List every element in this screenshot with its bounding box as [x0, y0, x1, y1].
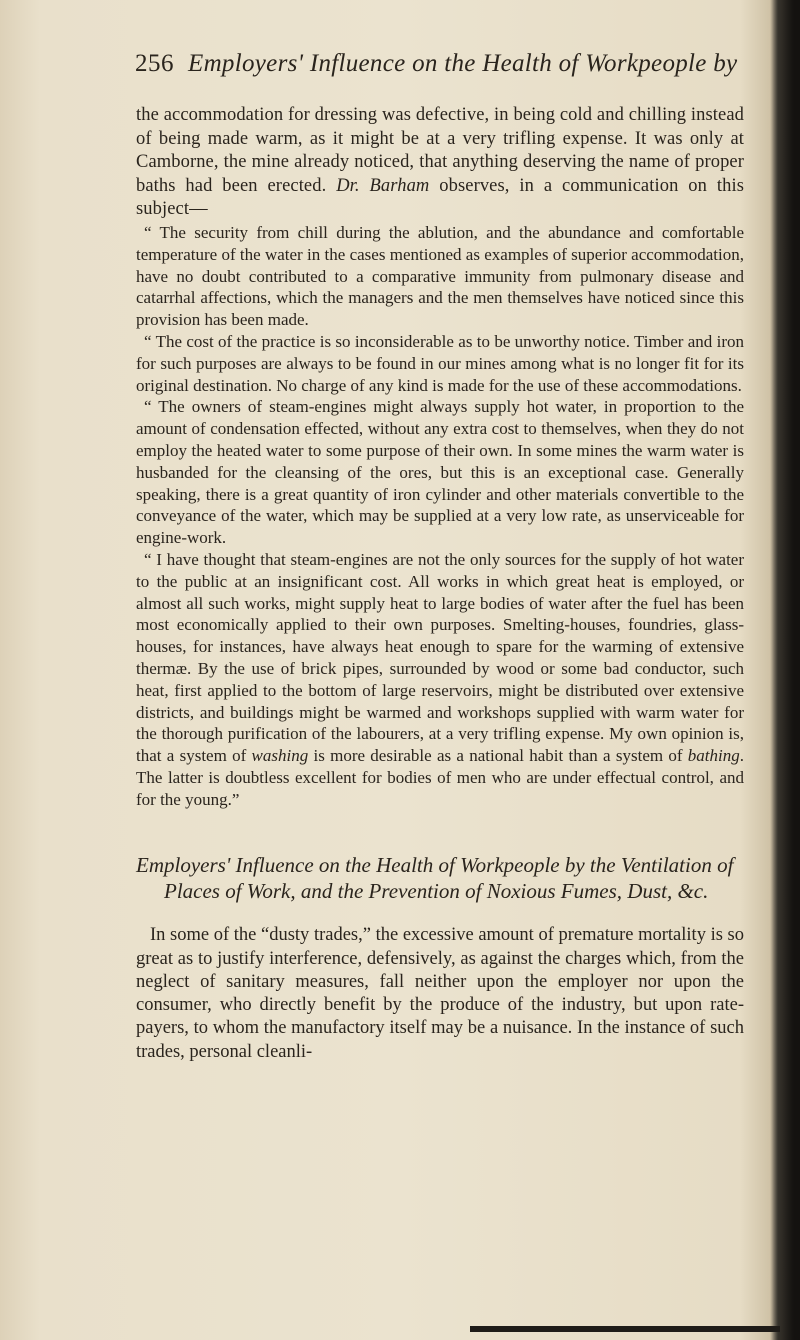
book-spine-shadow — [772, 0, 800, 1340]
page-edge-shadow — [470, 1326, 780, 1332]
page-number: 256 — [135, 50, 174, 77]
quote-paragraph-2: “ The cost of the practice is so inconsiderable as to be unworthy notice. Timber and iron for such purposes are always to be found in our mines among what is no longer fit for its original destination. No charge of any kind is made for the use of these accommodations. — [136, 331, 744, 395]
section-heading: Employers' Influence on the Health of Workpeople by the Ventilation of Places of Work, and the Prevention of Noxious Fumes, Dust, &c. — [136, 853, 734, 904]
page-text — [136, 104, 744, 1064]
emphasis-bathing: bathing — [687, 746, 740, 766]
quote-paragraph-4-text: “ I have thought that steam-engines are not the only sources for the supply of hot water to the public at an insignificant cost. All works in which great heat is employed, or almost all such works, might supply heat to large bodies of water after the fuel has been most economically applied to their own purposes. Smelting-houses, foundries, glass-houses, for instances, have always heat enough to spare for the warming of extensive thermæ. By the use of brick pipes, surrounded by wood or some bad conductor, such heat, first applied to the bottom of large reservoirs, might be distributed over extensive districts, and buildings might be warmed and workshops supplied with warm water for the thorough purification of the labourers, at a very trifling expense. My own opinion is, that a system of — [136, 549, 744, 766]
quote-paragraph-4-tail: . The latter is doubtless excellent for bodies of men who are under effectual control, and for the young.” — [136, 746, 744, 809]
paragraph-dusty-trades: In some of the “dusty trades,” the excessive amount of premature mortality is so great as to justify interference, defensively, as against the charges which, from the neglect of sanitary measures, fall neither upon the employer nor upon the consumer, who directly benefit by the produce of the industry, but upon rate-payers, to whom the manufactory itself may be a nuisance. In the instance of such trades, personal cleanli- — [136, 925, 744, 1062]
quote-paragraph-4 — [136, 549, 744, 811]
emphasis-washing: washing — [251, 746, 309, 766]
running-head — [0, 50, 800, 90]
paragraph-opening-text: the accommodation for dressing was defective, in being cold and chilling instead of being made warm, as it might be at a very trifling expense. It was only at Camborne, the mine already noticed, that anything deserving the name of proper baths had been erected. — [136, 105, 744, 196]
paragraph-opening-tail: observes, in a communication on this subject— — [136, 175, 744, 220]
running-head-title: Employers' Influence on the Health of Workpeople by — [188, 50, 738, 77]
paragraph-opening — [136, 104, 744, 222]
quote-paragraph-3: “ The owners of steam-engines might always supply hot water, in proportion to the amount of condensation effected, without any extra cost to themselves, when they do not employ the heated water to some purpose of their own. In some mines the warm water is husbanded for the cleansing of the ores, but this is an exceptional case. Generally speaking, there is a great quantity of iron cylinder and other materials convertible to the conveyance of the water, which may be supplied at a very low rate, as unserviceable for engine-work. — [136, 397, 744, 548]
quote-paragraph-1: “ The security from chill during the ablution, and the abundance and comfortable temperature of the water in the cases mentioned as examples of superior accommodation, have no doubt contributed to a comparative immunity from pulmonary disease and catarrhal affections, which the managers and the men themselves have noticed since this provision has been made. — [136, 222, 744, 330]
quote-paragraph-4-middle: is more desirable as a national habit than a system of — [308, 746, 688, 766]
author-name: Dr. Barham — [336, 175, 430, 196]
